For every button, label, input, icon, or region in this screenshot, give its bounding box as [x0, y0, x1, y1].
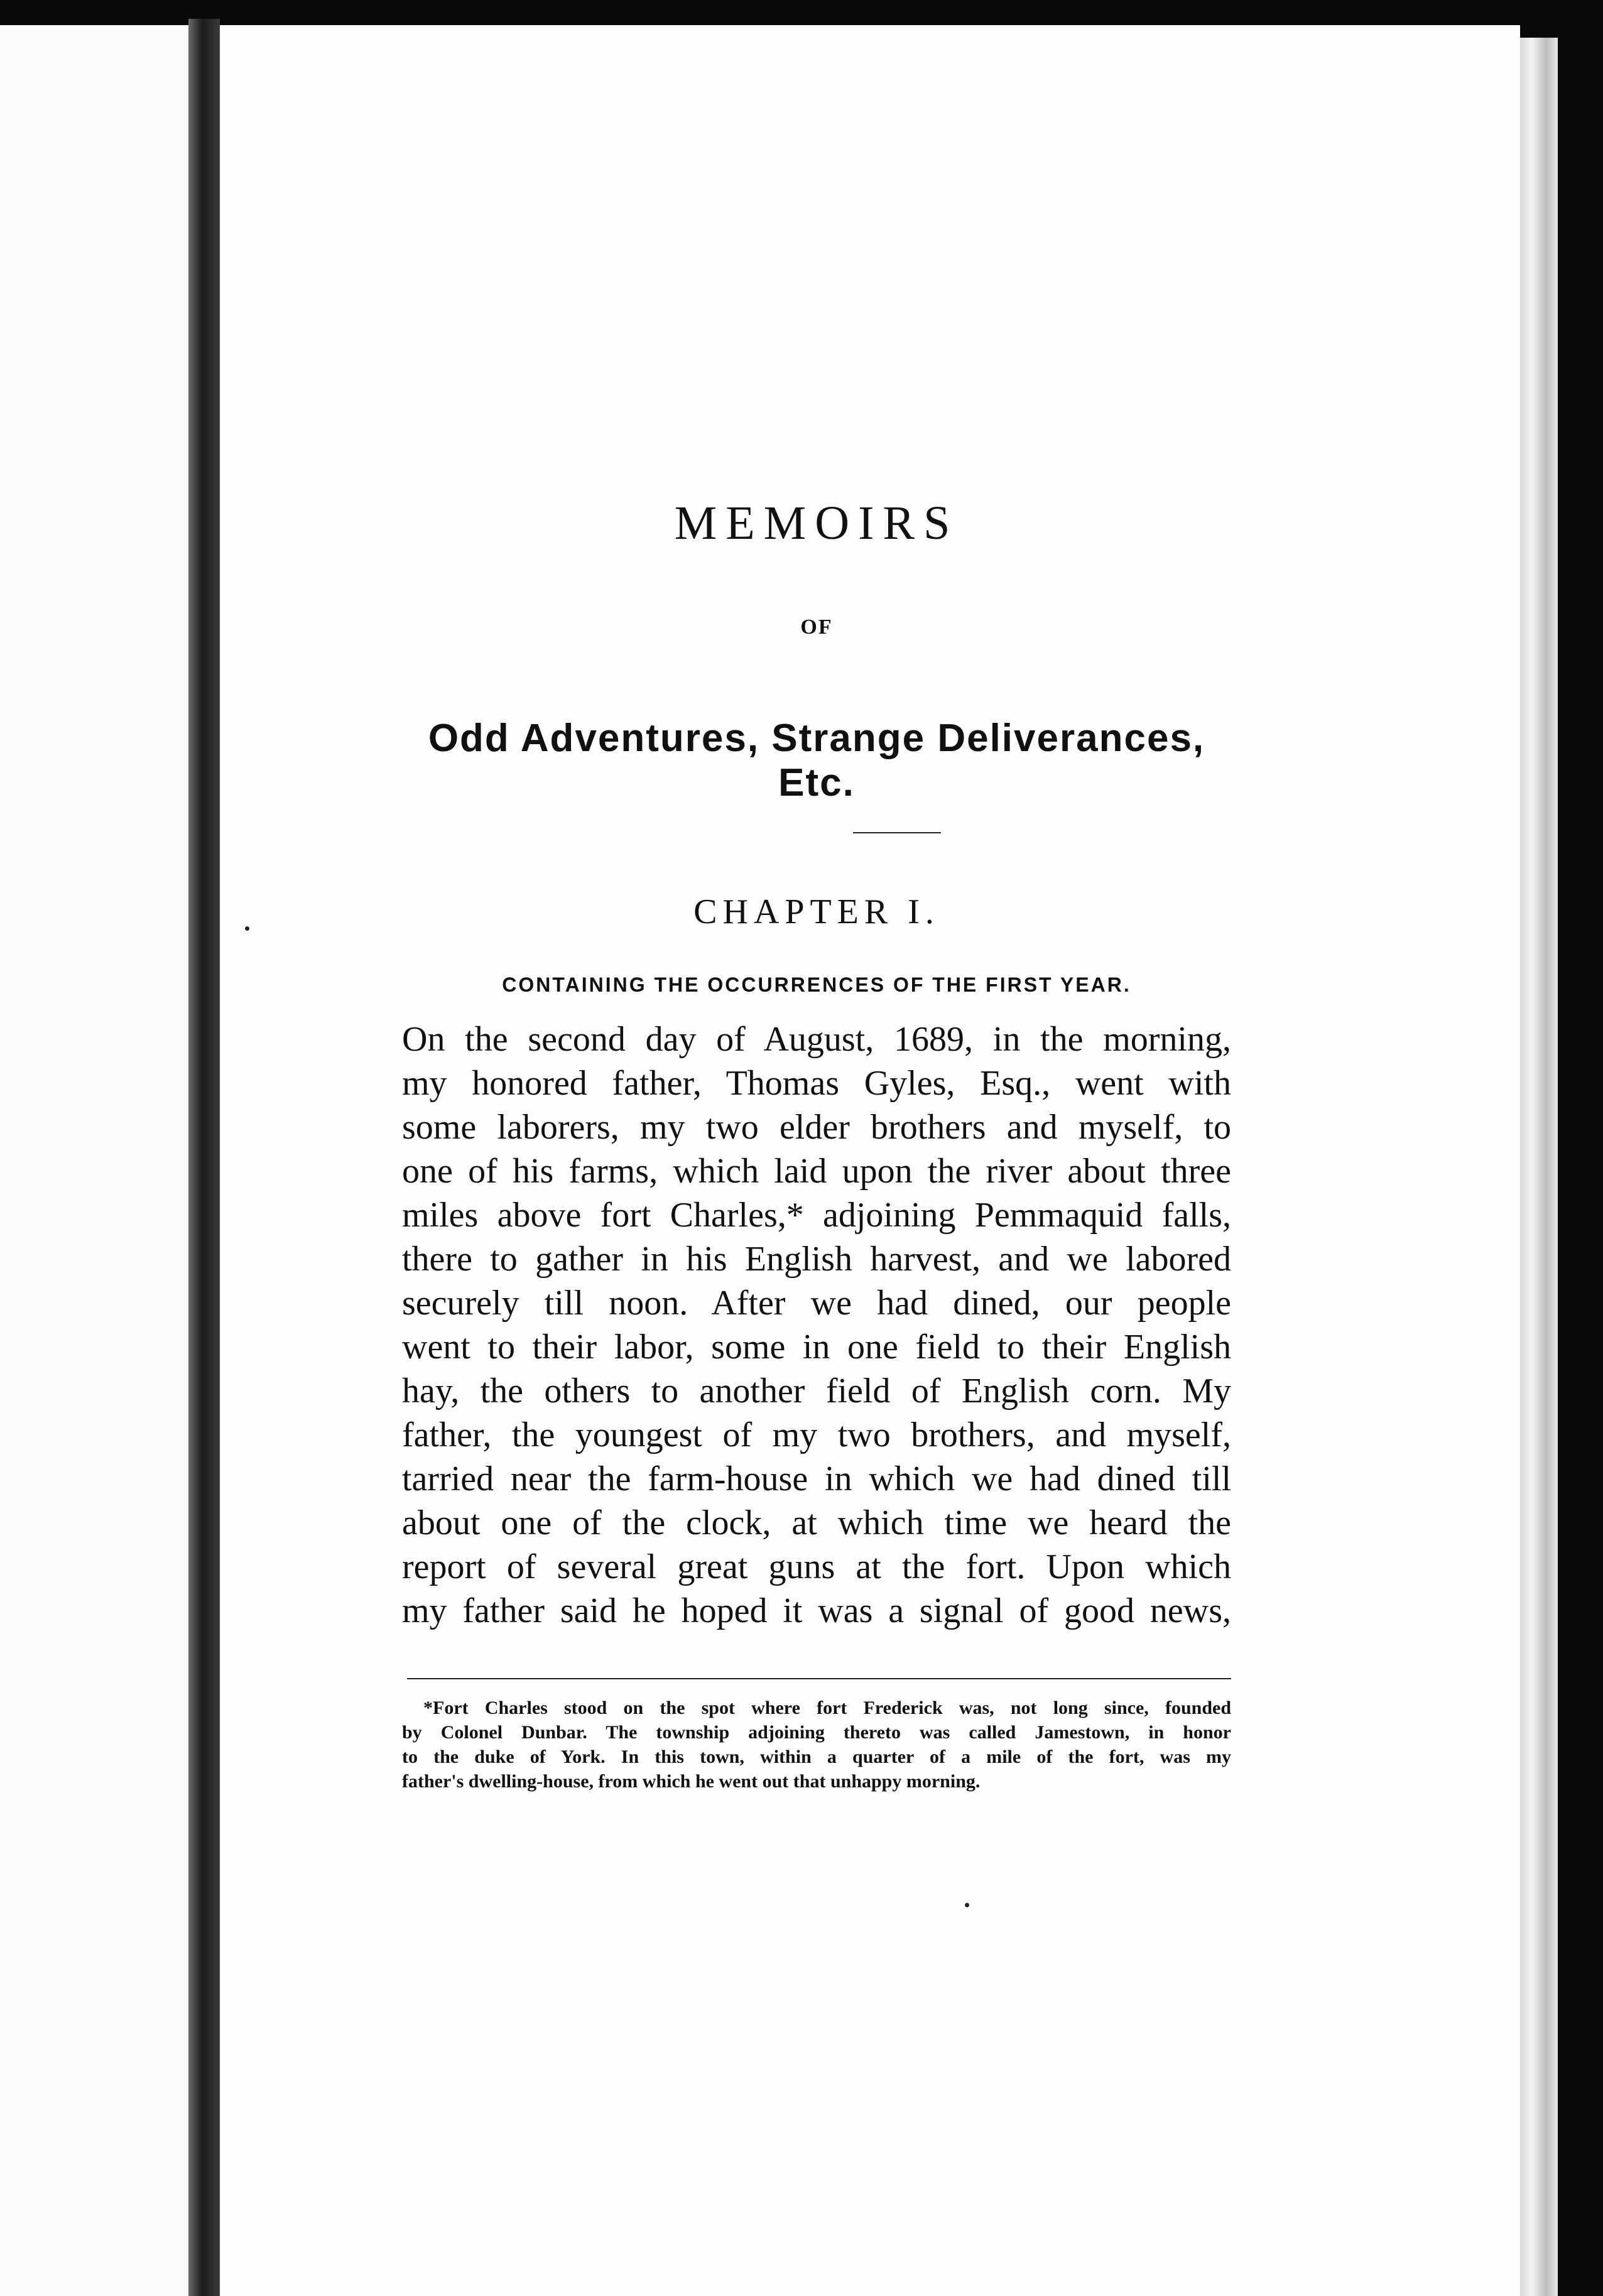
chapter-heading: CHAPTER I. [693, 892, 940, 931]
paper-speck [245, 926, 249, 931]
page-subtitle: Odd Adventures, Strange Deliverances, Etc. [428, 717, 1205, 804]
body-line: miles above fort Charles,* adjoining Pemmaquid falls, [402, 1196, 1231, 1235]
body-line: some laborers, my two elder brothers and myself, to [402, 1108, 1231, 1147]
left-page [0, 25, 188, 2296]
footnote-line: *Fort Charles stood on the spot where fort Frederick was, not long since, founded [423, 1698, 1231, 1718]
ornamental-rule [853, 832, 941, 833]
chapter-subtitle: CONTAINING THE OCCURRENCES OF THE FIRST YEAR. [502, 973, 1131, 996]
body-text [402, 1017, 1231, 1633]
body-line: hay, the others to another field of English corn. My [402, 1372, 1231, 1411]
body-line: tarried near the farm-house in which we had dined till [402, 1459, 1231, 1498]
page-fore-edge [1520, 38, 1558, 2296]
body-line: about one of the clock, at which time we heard the [402, 1503, 1231, 1542]
footnote-line: father's dwelling-house, from which he went out that unhappy morning. [402, 1771, 981, 1792]
body-line: my honored father, Thomas Gyles, Esq., went with [402, 1064, 1231, 1103]
body-line: one of his farms, which laid upon the river about three [402, 1152, 1231, 1191]
footnote [402, 1696, 1231, 1794]
footnote-rule [407, 1678, 1231, 1679]
paper-speck [965, 1903, 969, 1907]
title-connector: OF [800, 615, 833, 639]
footnote-line: by Colonel Dunbar. The township adjoining thereto was called Jamestown, in honor [402, 1722, 1231, 1743]
body-line: my father said he hoped it was a signal of good news, [402, 1591, 1231, 1630]
page-title: MEMOIRS [674, 497, 959, 550]
body-line: father, the youngest of my two brothers, and myself, [402, 1416, 1231, 1454]
body-line: securely till noon. After we had dined, our people [402, 1284, 1231, 1323]
body-line: there to gather in his English harvest, and we labored [402, 1240, 1231, 1279]
body-line: report of several great guns at the fort. Upon which [402, 1547, 1231, 1586]
footnote-line: to the duke of York. In this town, within a quarter of a mile of the fort, was my [402, 1746, 1231, 1767]
body-line: On the second day of August, 1689, in the morning, [402, 1020, 1231, 1059]
scan-border [1558, 38, 1603, 2296]
book-gutter [188, 19, 220, 2296]
body-line: went to their labor, some in one field to their English [402, 1328, 1231, 1367]
